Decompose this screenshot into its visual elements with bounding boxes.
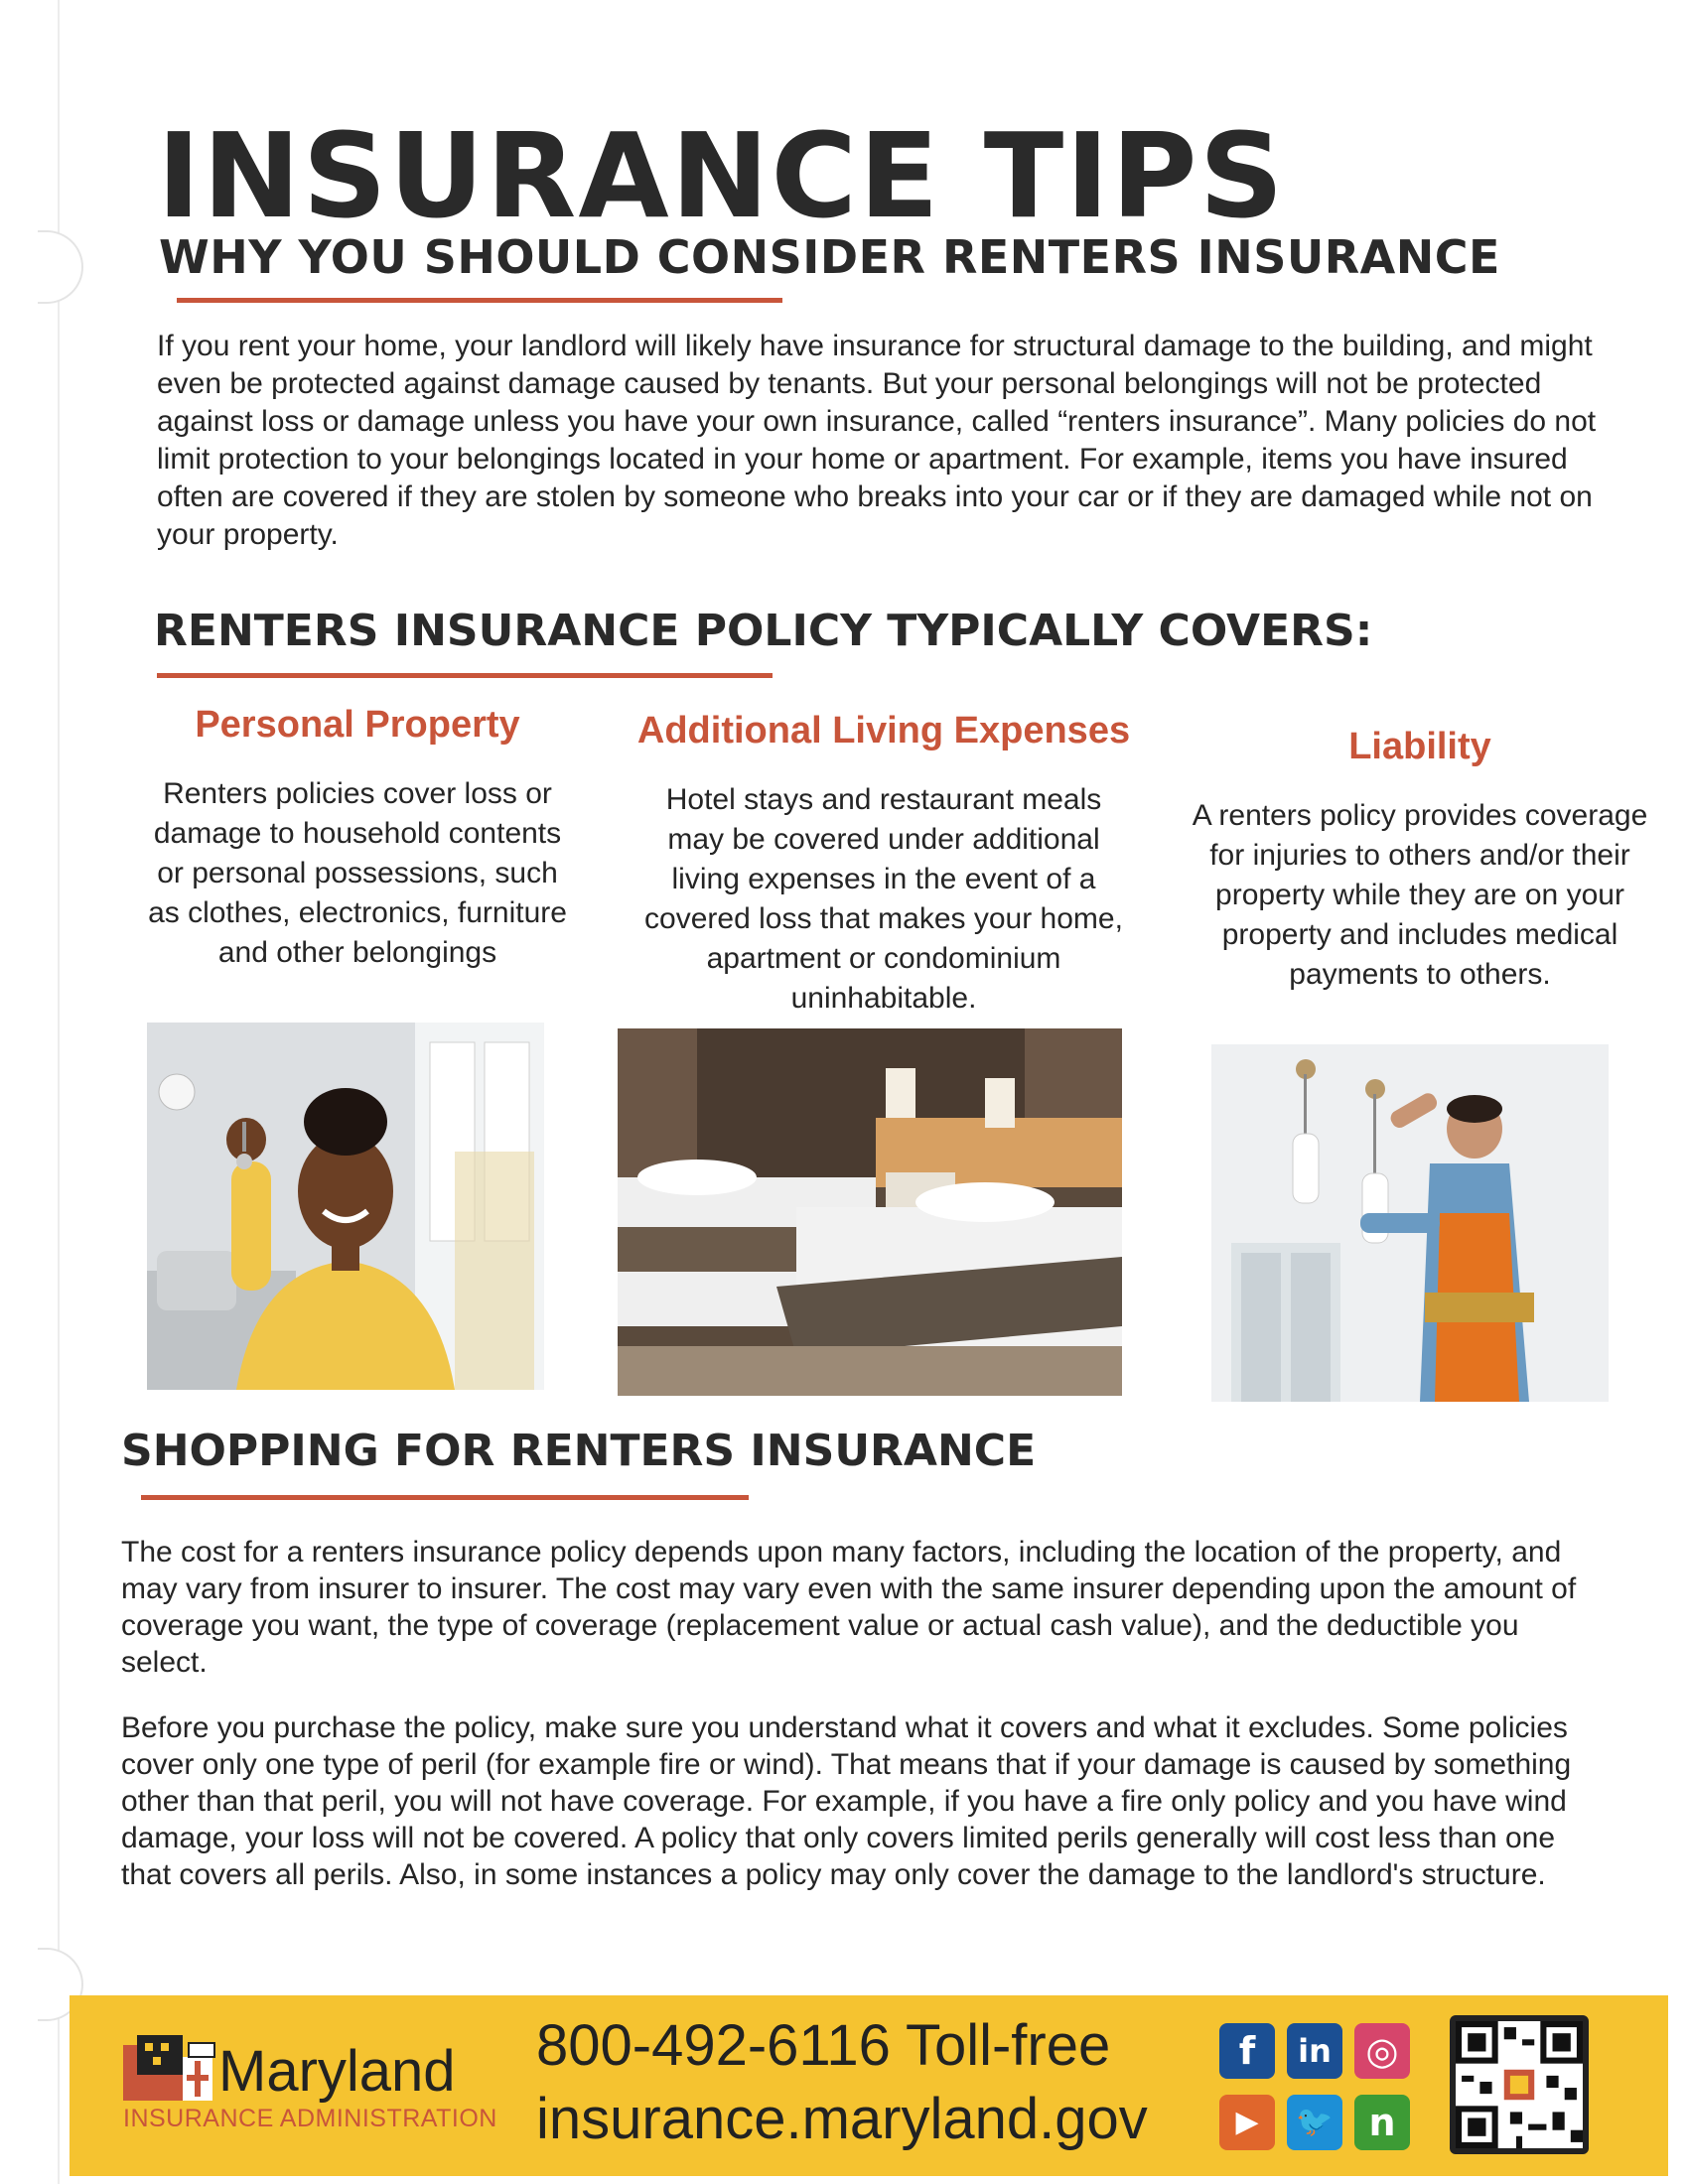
column-additional-living-expenses bbox=[606, 711, 1162, 1019]
nextdoor-icon[interactable]: n bbox=[1354, 2095, 1410, 2150]
page-edge bbox=[58, 0, 60, 2184]
shopping-paragraph-exclusions: Before you purchase the policy, make sure you understand what it covers and what it excludes. Some policies cover only one type of peril (for example fire or wind). That means that if your damage is caused by something other than that peril, you will not have coverage. For example, if you have a fire only policy and you have wind damage, your loss will not be covered. A policy that only covers limited perils generally will cost less than one that covers all perils. Also, in some instances a policy may only cover the damage to the landlord's structure. bbox=[121, 1711, 1572, 1891]
column-title: Additional Living Expenses bbox=[636, 710, 1131, 751]
org-name: Maryland bbox=[218, 2039, 456, 2104]
shopping-underline bbox=[141, 1495, 749, 1500]
facebook-icon[interactable]: f bbox=[1219, 2023, 1275, 2079]
twitter-icon[interactable]: 🐦 bbox=[1287, 2095, 1342, 2150]
youtube-icon[interactable]: ▶ bbox=[1219, 2095, 1275, 2150]
website-link[interactable]: insurance.maryland.gov bbox=[536, 2087, 1148, 2151]
column-title: Liability bbox=[1348, 726, 1491, 767]
maryland-logo bbox=[119, 2025, 516, 2154]
covers-heading bbox=[154, 606, 1373, 656]
phone-number[interactable]: 800-492-6116 Toll-free bbox=[536, 2013, 1111, 2078]
page-subtitle: WHY YOU SHOULD CONSIDER RENTERS INSURANCE bbox=[159, 230, 1500, 284]
qr-code[interactable] bbox=[1450, 2015, 1589, 2154]
column-liability bbox=[1192, 727, 1648, 995]
shopping-heading-rest: FOR RENTERS INSURANCE bbox=[378, 1426, 1037, 1476]
org-subtitle: INSURANCE ADMINISTRATION bbox=[123, 2105, 497, 2132]
photo-woman-with-keys bbox=[147, 1023, 544, 1390]
shopping-paragraph-cost: The cost for a renters insurance policy depends upon many factors, including the location of the property, and may vary from insurer to insurer. The cost may vary even with the same insurer depending upon the amount of coverage you want, the type of coverage (replacement value or actual cash value), and the deductible you select. bbox=[121, 1536, 1577, 1679]
covers-heading-bold: RENTERS INSURANCE bbox=[154, 606, 680, 656]
photo-electrician bbox=[1211, 1044, 1609, 1402]
maryland-flag-icon bbox=[123, 2035, 218, 2101]
covers-underline bbox=[157, 673, 773, 678]
shopping-heading bbox=[121, 1426, 1037, 1476]
intro-paragraph: If you rent your home, your landlord will likely have insurance for structural damage to the building, and might even be protected against damage caused by tenants. But your personal belongings will not be protected against loss or damage unless you have your own insurance, called “renters insurance”. Many policies do not limit protection to your belongings located in your home or apartment. For example, items you have insured often are covered if they are stolen by someone who breaks into your car or if they are damaged while not on your property. bbox=[157, 330, 1597, 551]
title-underline bbox=[177, 298, 782, 303]
covers-heading-rest: POLICY TYPICALLY COVERS: bbox=[679, 606, 1373, 656]
qr-code-icon bbox=[1456, 2021, 1583, 2148]
column-text: A renters policy provides coverage for injuries to others and/or their property while they are on your property and includes medical payments to others. bbox=[1192, 798, 1648, 991]
footer-bar bbox=[70, 1995, 1668, 2176]
linkedin-icon[interactable]: in bbox=[1287, 2023, 1342, 2079]
column-text: Renters policies cover loss or damage to household contents or personal possessions, such as clothes, electronics, furniture and other belongings bbox=[148, 776, 567, 969]
page-title: INSURANCE TIPS bbox=[157, 107, 1286, 244]
column-text: Hotel stays and restaurant meals may be covered under additional living expenses in the event of a covered loss that makes your home, apartment or condominium uninhabitable. bbox=[644, 782, 1123, 1015]
column-title: Personal Property bbox=[195, 704, 520, 746]
binder-hole-top bbox=[38, 230, 83, 304]
column-personal-property bbox=[139, 705, 576, 973]
instagram-icon[interactable]: ◎ bbox=[1354, 2023, 1410, 2079]
shopping-heading-bold: SHOPPING bbox=[121, 1426, 379, 1476]
photo-hotel-room bbox=[618, 1028, 1122, 1396]
